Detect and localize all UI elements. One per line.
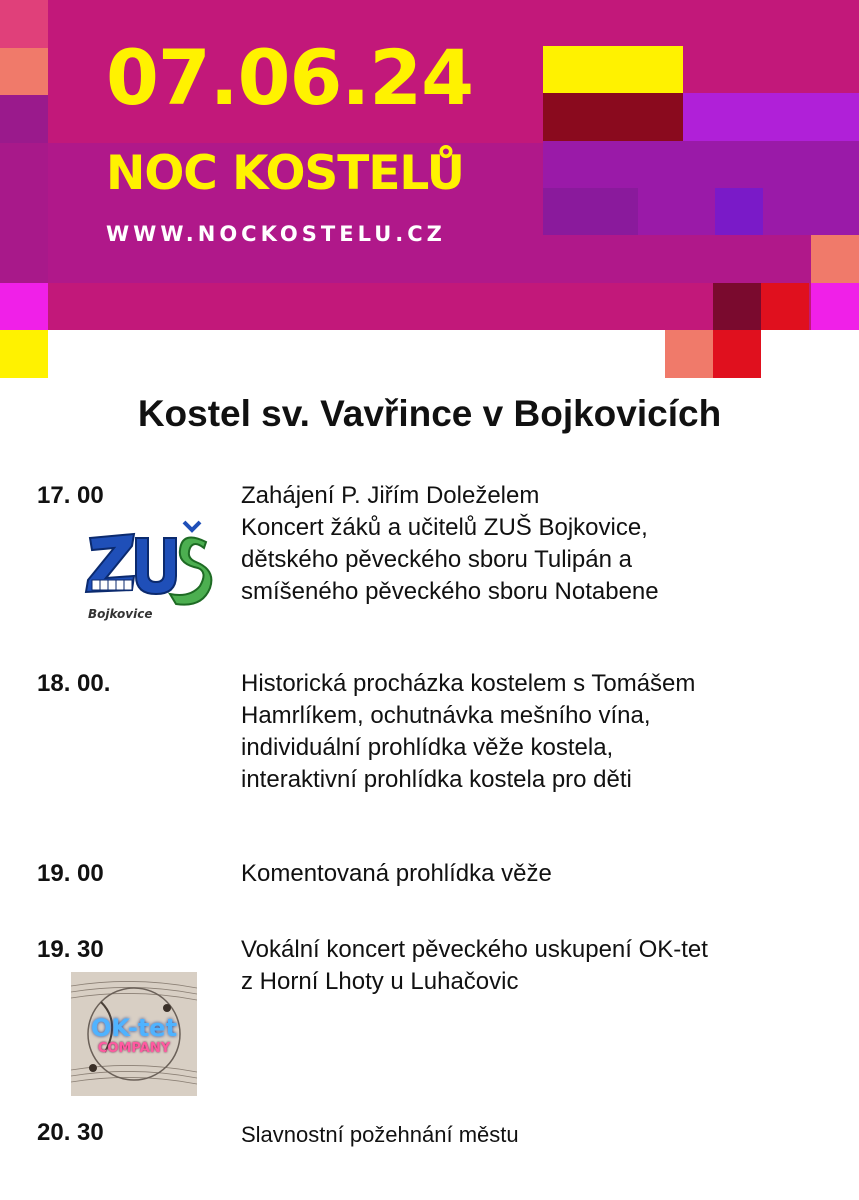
decor-square — [0, 283, 48, 330]
event-title: NOC KOSTELŮ — [106, 146, 464, 201]
program-line: Vokální koncert pěveckého uskupení OK-tet — [241, 936, 708, 963]
decor-square — [761, 283, 809, 330]
program-time: 19. 00 — [37, 860, 104, 887]
decor-square — [0, 143, 48, 283]
program-line: dětského pěveckého sboru Tulipán a — [241, 546, 632, 573]
decor-square — [543, 46, 683, 93]
decor-square — [0, 95, 48, 143]
program-line: Hamrlíkem, ochutnávka mešního vína, — [241, 702, 651, 729]
program-line: Komentovaná prohlídka věže — [241, 860, 552, 887]
church-name: Kostel sv. Vavřince v Bojkovicích — [137, 393, 722, 434]
program-line: Koncert žáků a učitelů ZUŠ Bojkovice, — [241, 514, 648, 541]
program-description — [241, 934, 841, 998]
decor-square — [0, 0, 48, 48]
program-description — [241, 1119, 841, 1151]
decor-square — [811, 235, 859, 283]
decor-square — [543, 93, 683, 141]
program-description — [241, 858, 841, 890]
decor-square — [0, 48, 48, 95]
program-time: 17. 00 — [37, 482, 104, 509]
oktet-logo-text: OK-tet — [90, 1014, 178, 1042]
decor-square — [715, 188, 763, 235]
decor-square — [0, 330, 48, 378]
program-description — [241, 668, 841, 796]
header-banner — [0, 0, 859, 330]
program-time: 18. 00. — [37, 670, 111, 697]
svg-text:Bojkovice: Bojkovice — [88, 607, 153, 621]
program-time: 20. 30 — [37, 1119, 104, 1146]
program-line: smíšeného pěveckého sboru Notabene — [241, 578, 659, 605]
decor-square — [543, 235, 811, 283]
decor-square — [811, 283, 859, 330]
program-line: Zahájení P. Jiřím Doleželem — [241, 482, 540, 509]
program-line: individuální prohlídka věže kostela, — [241, 734, 614, 761]
decor-square — [543, 188, 638, 235]
program-line: Slavnostní požehnání městu — [241, 1122, 519, 1147]
event-date: 07.06.24 — [106, 33, 474, 122]
decor-square — [683, 93, 859, 141]
zus-logo-icon — [82, 516, 214, 626]
program-line: interaktivní prohlídka kostela pro děti — [241, 766, 632, 793]
program-description — [241, 480, 841, 608]
decor-square — [713, 283, 761, 330]
oktet-logo-icon — [71, 972, 197, 1096]
decor-square — [665, 330, 713, 378]
event-url[interactable]: WWW.NOCKOSTELU.CZ — [106, 222, 446, 246]
program-line: Historická procházka kostelem s Tomášem — [241, 670, 696, 697]
program-time: 19. 30 — [37, 936, 104, 963]
decor-square — [713, 330, 761, 378]
oktet-logo-caption: COMPANY — [97, 1041, 171, 1056]
program-line: z Horní Lhoty u Luhačovic — [241, 968, 519, 995]
